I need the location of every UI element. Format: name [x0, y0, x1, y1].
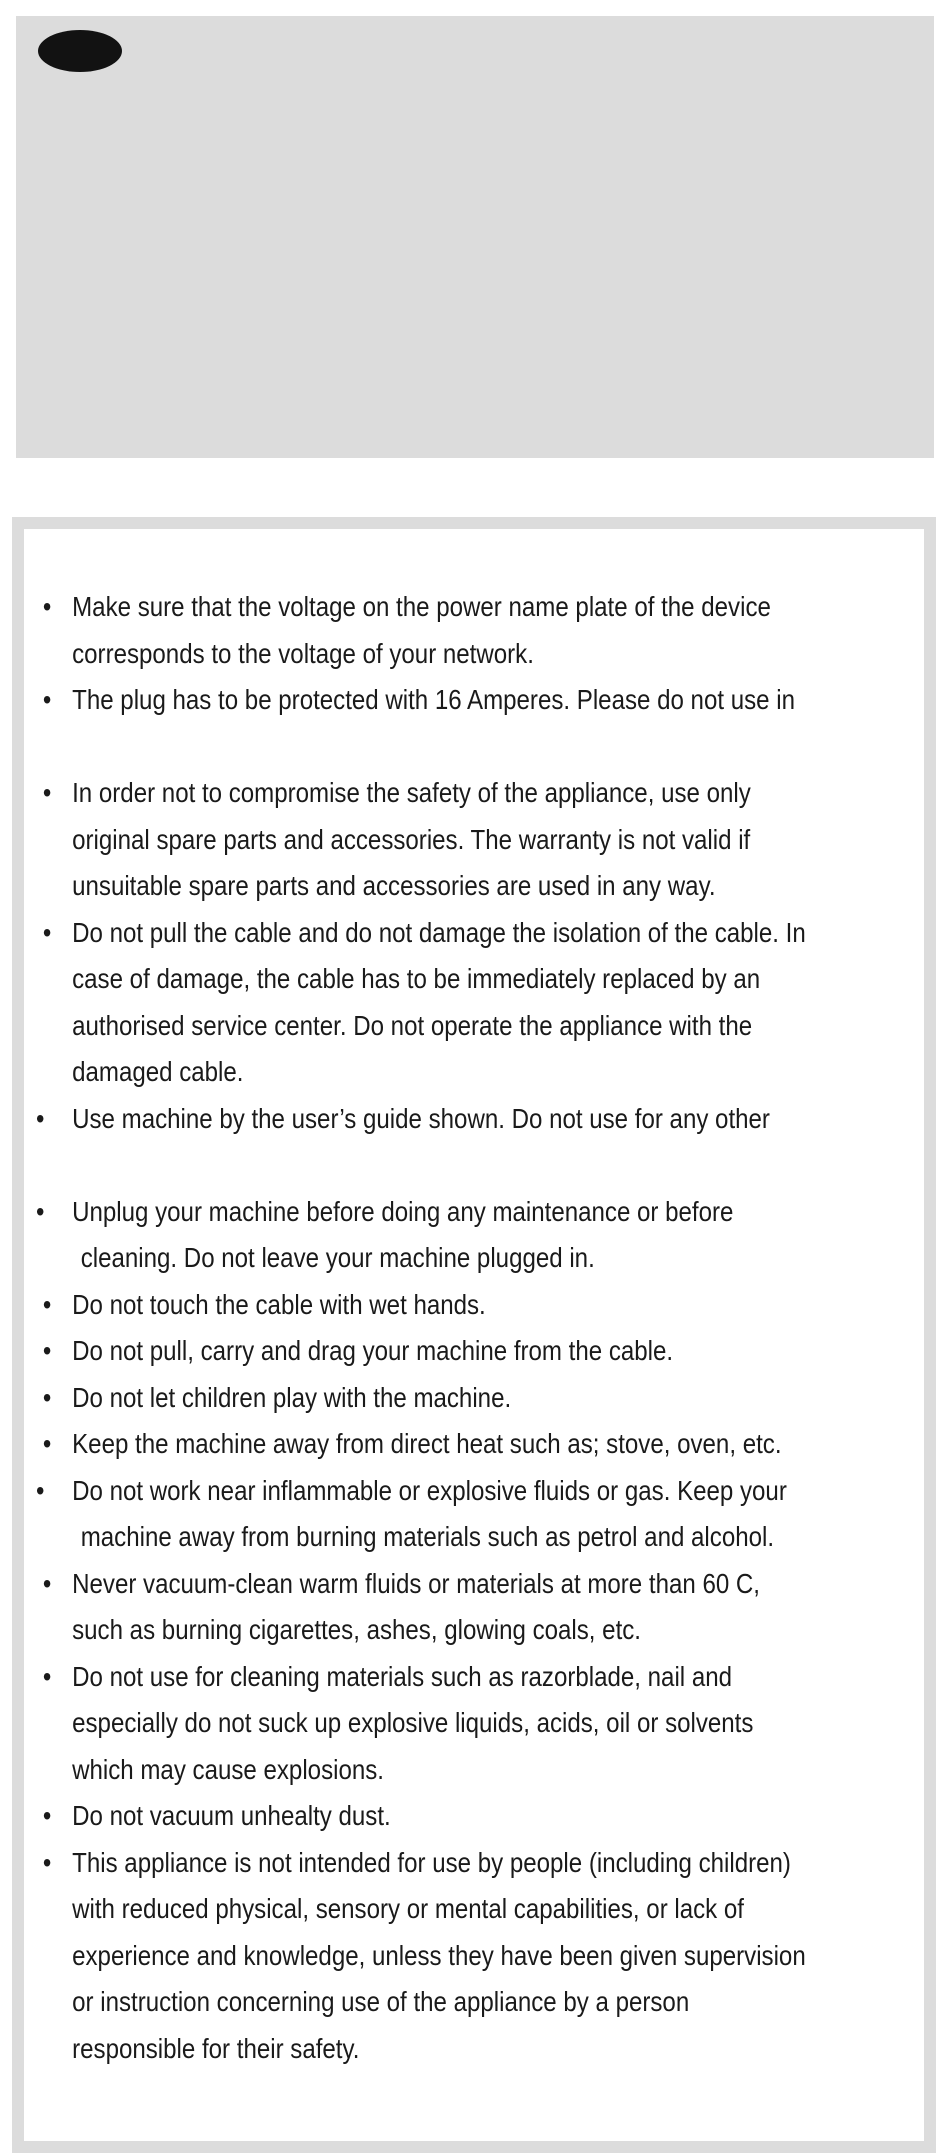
bullet-icon: • — [42, 1288, 52, 1320]
list-item-line: Do not let children play with the machine. — [72, 1381, 512, 1413]
bullet-icon: • — [42, 777, 52, 808]
list-item-line: case of damage, the cable has to be immediately replaced by an — [72, 963, 761, 994]
bullet-icon: • — [36, 1474, 45, 1506]
bullet-icon: • — [42, 684, 52, 715]
bullet-icon: • — [42, 1335, 52, 1366]
list-item-line: Do not pull, carry and drag your machine from the cable. — [72, 1335, 674, 1366]
section-badge — [38, 30, 122, 72]
list-item — [36, 1561, 913, 1654]
list-item — [36, 584, 913, 677]
list-item — [36, 1189, 913, 1282]
bullet-icon: • — [42, 1381, 52, 1413]
list-item-line: which may cause explosions. — [72, 1753, 384, 1785]
bullet-icon: • — [42, 1846, 52, 1878]
list-item-line: Unplug your machine before doing any maintenance or before — [72, 1195, 734, 1227]
bullet-icon: • — [42, 591, 52, 622]
list-item — [36, 1282, 913, 1329]
image-placeholder-panel — [16, 16, 934, 458]
list-item-line: original spare parts and accessories. The warranty is not valid if — [72, 823, 751, 855]
list-item — [36, 1328, 913, 1375]
list-item-line: such as burning cigarettes, ashes, glowing coals, etc. — [72, 1614, 641, 1645]
bullet-icon: • — [42, 1800, 52, 1831]
list-item-line: Do not touch the cable with wet hands. — [72, 1288, 486, 1320]
list-item-line: especially do not suck up explosive liquids, acids, oil or solvents — [72, 1707, 754, 1738]
list-item-line: In order not to compromise the safety of the appliance, use only — [72, 777, 751, 808]
list-item — [36, 1096, 913, 1143]
list-item-line: machine away from burning materials such as petrol and alcohol. — [80, 1521, 775, 1552]
list-item-line: Keep the machine away from direct heat such as; stove, oven, etc. — [72, 1428, 782, 1459]
bullet-icon: • — [42, 1567, 52, 1599]
list-item — [36, 1793, 913, 1840]
bullet-icon: • — [36, 1102, 45, 1134]
list-item-line: experience and knowledge, unless they have been given supervision — [72, 1939, 806, 1971]
list-item-line: with reduced physical, sensory or mental capabilities, or lack of — [72, 1893, 745, 1924]
list-item-line: The plug has to be protected with 16 Amperes. Please do not use in — [72, 684, 795, 715]
list-item-line: cleaning. Do not leave your machine plugged in. — [80, 1242, 595, 1273]
list-item — [36, 1375, 913, 1422]
list-item-line: unsuitable spare parts and accessories are used in any way. — [72, 870, 716, 901]
list-item — [36, 1468, 913, 1561]
list-item-line: Do not use for cleaning materials such as razorblade, nail and — [72, 1660, 733, 1692]
list-item-line: Make sure that the voltage on the power name plate of the device — [72, 591, 771, 622]
list-item-line: corresponds to the voltage of your network. — [72, 637, 534, 669]
list-item-line: Do not work near inflammable or explosive fluids or gas. Keep your — [72, 1474, 787, 1506]
list-item-line: authorised service center. Do not operate the appliance with the — [72, 1009, 753, 1041]
list-item-line: responsible for their safety. — [72, 2032, 360, 2064]
list-item — [36, 677, 913, 724]
list-item-line: Do not vacuum unhealty dust. — [72, 1800, 391, 1831]
bullet-icon: • — [36, 1195, 45, 1227]
list-item — [36, 1654, 913, 1794]
safety-instructions-list — [36, 584, 913, 2072]
list-item-line: or instruction concerning use of the appliance by a person — [72, 1986, 690, 2017]
list-item — [36, 770, 913, 910]
list-item — [36, 1421, 913, 1468]
list-item-line: damaged cable. — [72, 1056, 244, 1087]
bullet-icon: • — [42, 1660, 52, 1692]
bullet-icon: • — [42, 916, 52, 948]
bullet-icon: • — [42, 1428, 52, 1459]
list-item — [36, 910, 913, 1096]
list-item-line: Never vacuum-clean warm fluids or materials at more than 60 C, — [72, 1567, 760, 1599]
list-item-line: Use machine by the user’s guide shown. Do not use for any other — [72, 1102, 770, 1134]
list-item-line: This appliance is not intended for use by people (including children) — [72, 1846, 791, 1878]
list-item — [36, 1840, 913, 2073]
list-item-line: Do not pull the cable and do not damage the isolation of the cable. In — [72, 916, 806, 948]
